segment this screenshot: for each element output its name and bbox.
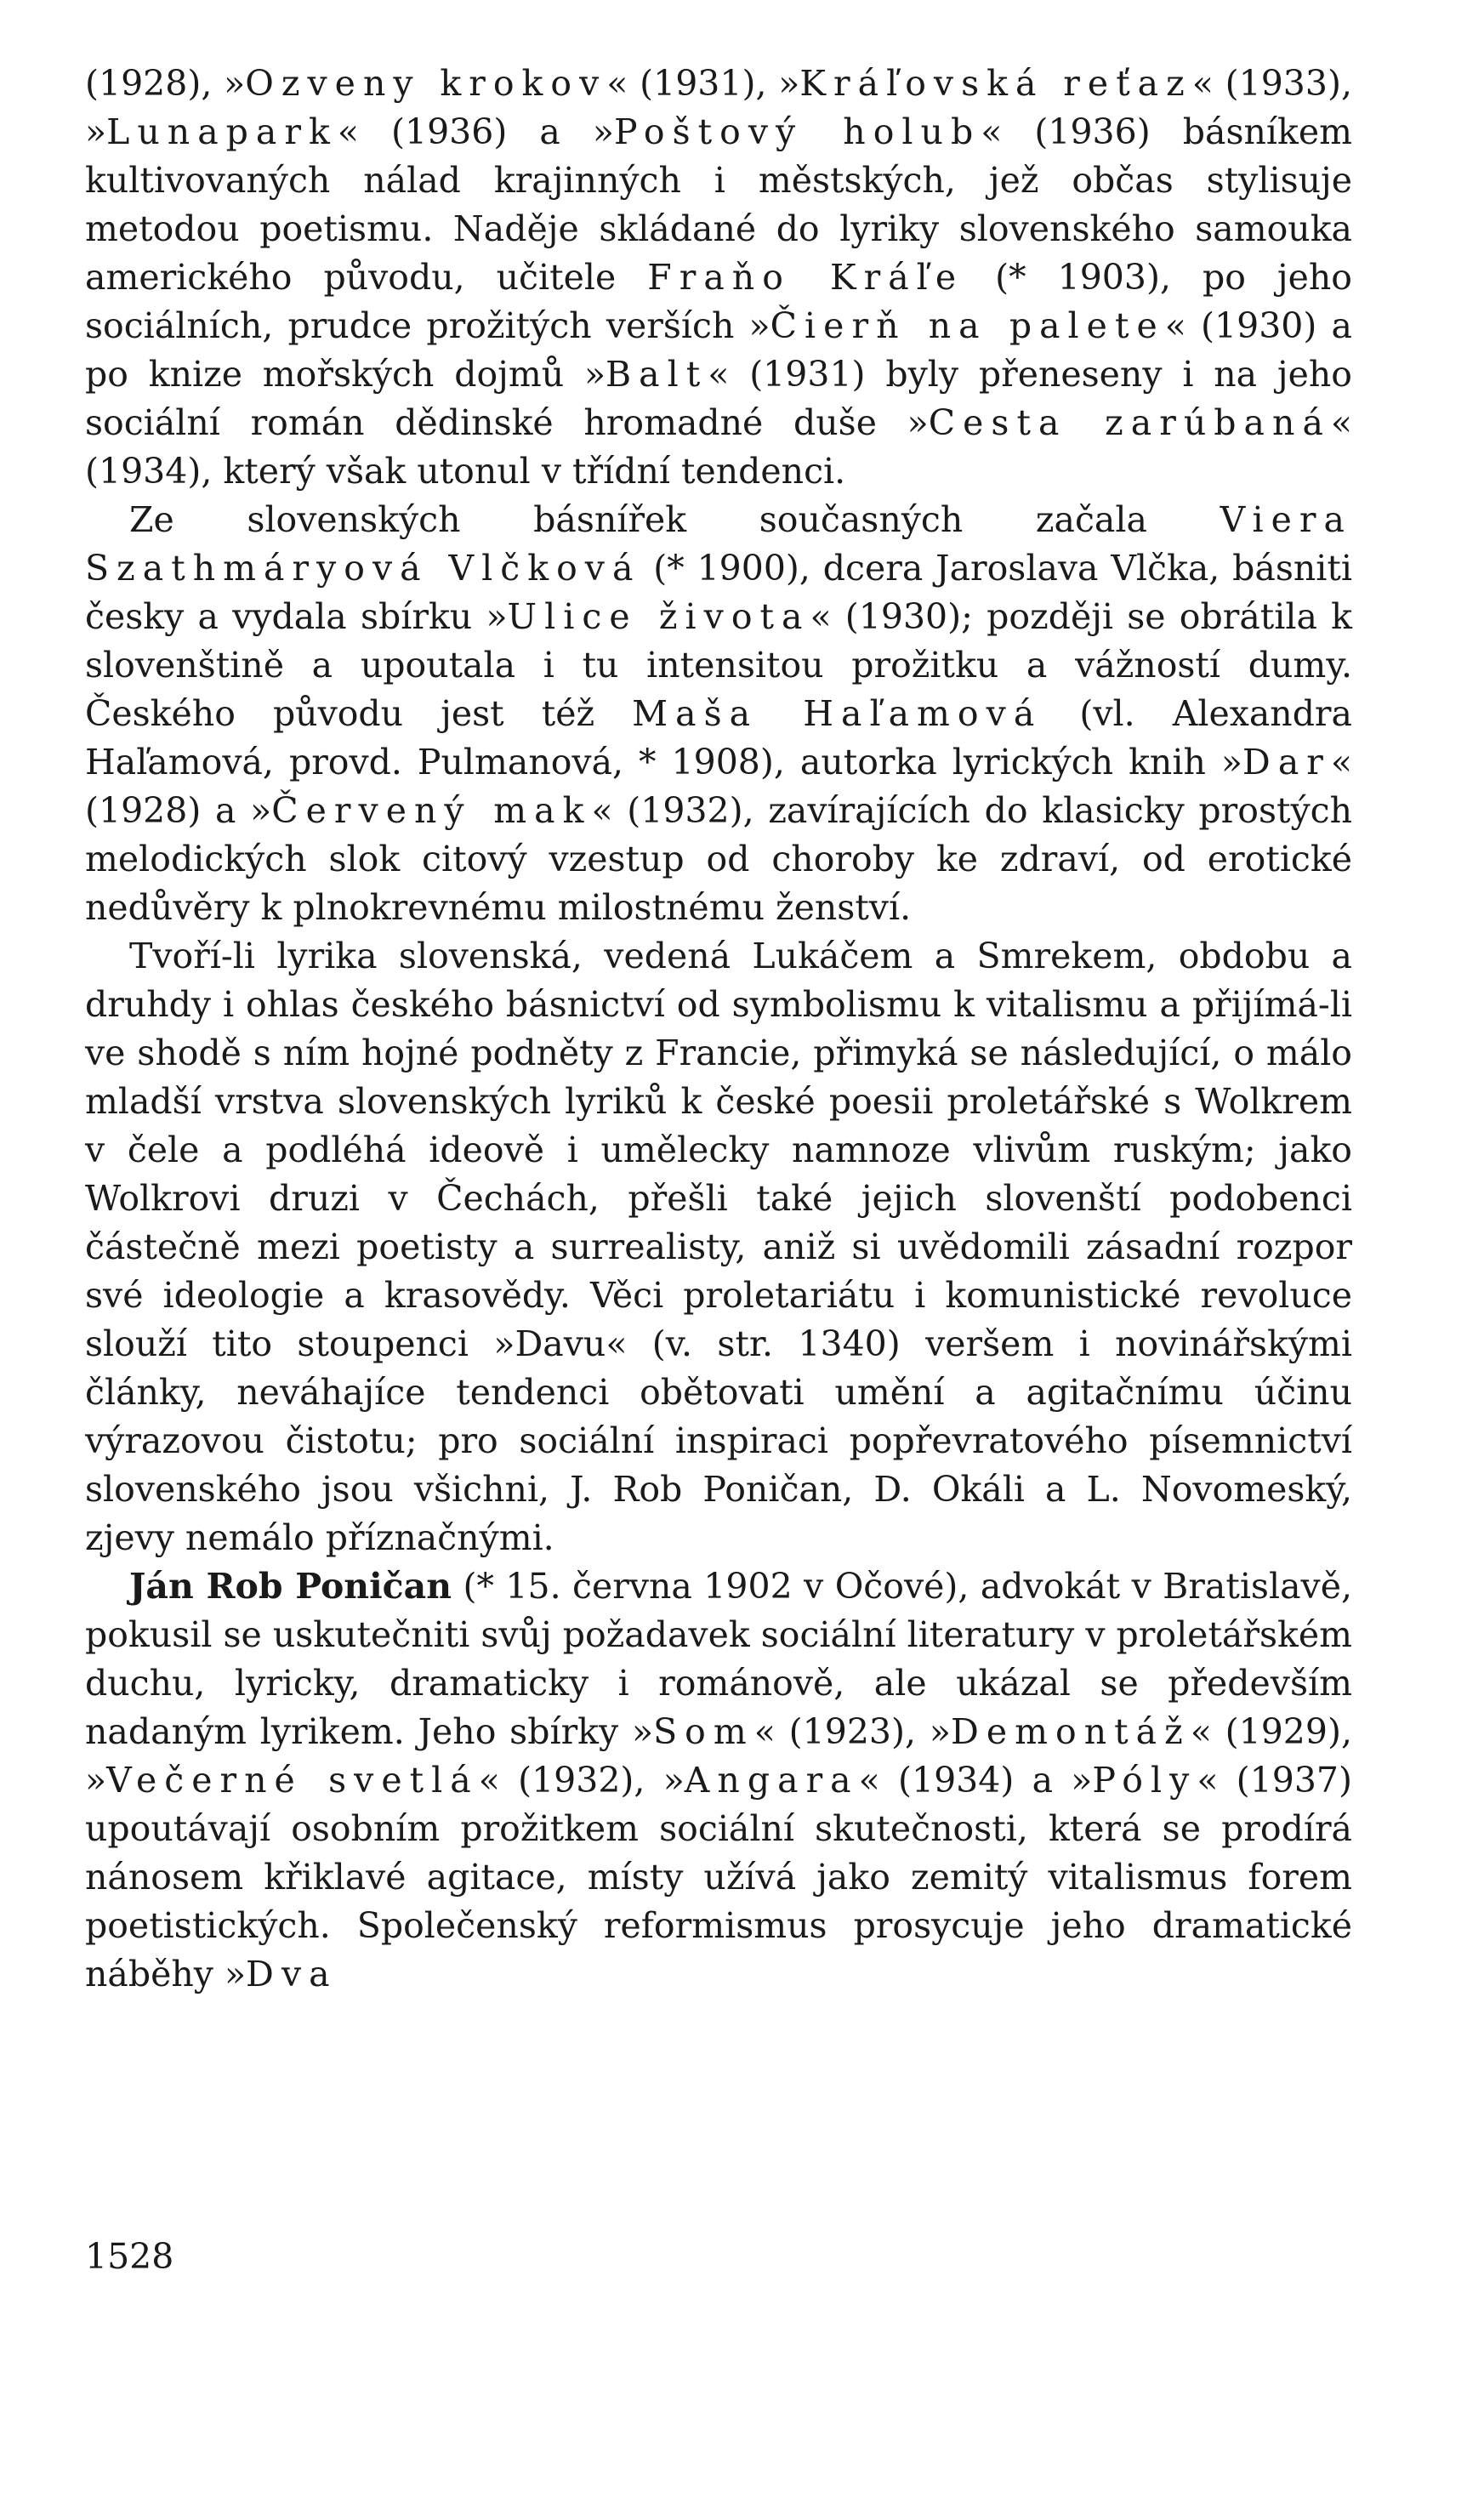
text-run: (* 1900), dcera Jaroslava Vlčka, básniti česky a vydala sbírku » bbox=[85, 548, 1352, 637]
spaced-title: Večerné svetlá bbox=[106, 1760, 479, 1801]
body-text bbox=[85, 60, 1352, 1999]
text-run: « (1930) a po knize mořských dojmů » bbox=[85, 305, 1352, 395]
text-run: « (1934), který však utonul v třídní tendenci. bbox=[85, 402, 1353, 492]
spaced-title: Dar bbox=[1242, 742, 1331, 782]
page-number: 1528 bbox=[85, 2236, 174, 2277]
spaced-title: Maša Haľamová bbox=[632, 693, 1043, 734]
text-run: (vl. Alexandra Haľamová, provd. Pulmanová, * 1908), autorka lyrických knih » bbox=[85, 693, 1352, 782]
spaced-title: Lunapark bbox=[106, 111, 338, 152]
paragraph bbox=[85, 60, 1352, 496]
spaced-title: Angara bbox=[684, 1760, 859, 1801]
text-run: « (1933), » bbox=[85, 63, 1352, 152]
text-run: (* 15. června 1902 v Očové), advokát v Bratislavě, pokusil se uskutečniti svůj požadavek sociální literatury v proletářském duchu, lyricky, dramaticky i románově, ale ukázal se především nadaným lyrikem. Jeho sbírky » bbox=[85, 1566, 1352, 1752]
paragraph bbox=[85, 1562, 1352, 1999]
paragraph bbox=[85, 496, 1352, 932]
spaced-title: Póly bbox=[1092, 1760, 1197, 1801]
spaced-title: Kráľovská reťaz bbox=[799, 63, 1192, 104]
text-run: « (1931) byly přeneseny i na jeho sociální román dědinské hromadné duše » bbox=[85, 354, 1352, 443]
spaced-title: Ulice života bbox=[507, 596, 810, 637]
text-run: « (1929), » bbox=[85, 1711, 1352, 1801]
spaced-title: Som bbox=[653, 1711, 754, 1752]
spaced-title: Čierň na palete bbox=[770, 305, 1165, 346]
text-run: (1928), » bbox=[85, 63, 246, 104]
text-run: Ze slovenských básnířek současných začala bbox=[129, 499, 1220, 540]
page-body bbox=[85, 60, 1352, 1999]
text-run: « (1936) a » bbox=[337, 111, 614, 152]
text-run: « (1937) upoutávají osobním prožitkem sociální skutečnosti, která se prodírá nánosem křiklavé agitace, místy užívá jako zemitý vitalismus forem poetistických. Společenský reformismus prosycuje jeho dramatické náběhy » bbox=[85, 1760, 1352, 1994]
text-run: « (1932), zavírajících do klasicky prostých melodických slok citový vzestup od choroby ke zdraví, od erotické nedůvěry k plnokrevnému milostnému ženství. bbox=[85, 790, 1352, 928]
spaced-title: Ozveny krokov bbox=[245, 63, 607, 104]
text-run: (* 1903), po jeho sociálních, prudce prožitých verších » bbox=[85, 257, 1352, 346]
spaced-title: Viera Szathmáryová Vlčková bbox=[85, 499, 1352, 589]
text-run: « (1931), » bbox=[606, 63, 800, 104]
paragraph bbox=[85, 932, 1352, 1562]
spaced-title: Dva bbox=[246, 1954, 338, 1994]
text-run: « (1936) básníkem kultivovaných nálad krajinných i městských, jež občas stylisuje metodou poetismu. Naděje skládané do lyriky slovenského samouka amerického původu, učitele bbox=[85, 111, 1352, 298]
author-name: Ján Rob Poničan bbox=[129, 1566, 452, 1607]
spaced-title: Poštový holub bbox=[613, 111, 981, 152]
text-run: « (1923), » bbox=[753, 1711, 951, 1752]
spaced-title: Balt bbox=[606, 354, 708, 395]
text-run: « (1928) a » bbox=[85, 742, 1352, 831]
text-run: « (1930); později se obrátila k slovenštině a upoutala i tu intensitou prožitku a vážností dumy. Českého původu jest též bbox=[85, 596, 1352, 734]
spaced-title: Červený mak bbox=[271, 790, 592, 831]
spaced-title: Demontáž bbox=[950, 1711, 1191, 1752]
text-run: « (1934) a » bbox=[858, 1760, 1093, 1801]
spaced-title: Fraňo Kráľe bbox=[647, 257, 964, 298]
text-run: « (1932), » bbox=[478, 1760, 685, 1801]
text-run: Tvoří-li lyrika slovenská, vedená Lukáčem a Smrekem, obdobu a druhdy i ohlas českého básnictví od symbolismu k vitalismu a přijímá-li ve shodě s ním hojné podněty z Francie, přimyká se následující, o málo mladší vrstva slovenských lyriků k české poesii proletářské s Wolkrem v čele a podléhá ideově i umělecky namnoze vlivům ruským; jako Wolkrovi druzi v Čechách, přešli také jejich slovenští podobenci částečně mezi poetisty a surrealisty, aniž si uvědomili zásadní rozpor své ideologie a krasovědy. Věci proletariátu i komunistické revoluce slouží tito stoupenci »Davu« (v. str. 1340) veršem i novinářskými články, neváhajíce tendenci obětovati umění a agitačnímu účinu výrazovou čistotu; pro sociální inspiraci popřevratového písemnictví slovenského jsou všichni, J. Rob Poničan, D. Okáli a L. Novomeský, zjevy nemálo příznačnými. bbox=[85, 936, 1352, 1558]
spaced-title: Cesta zarúbaná bbox=[928, 402, 1331, 443]
